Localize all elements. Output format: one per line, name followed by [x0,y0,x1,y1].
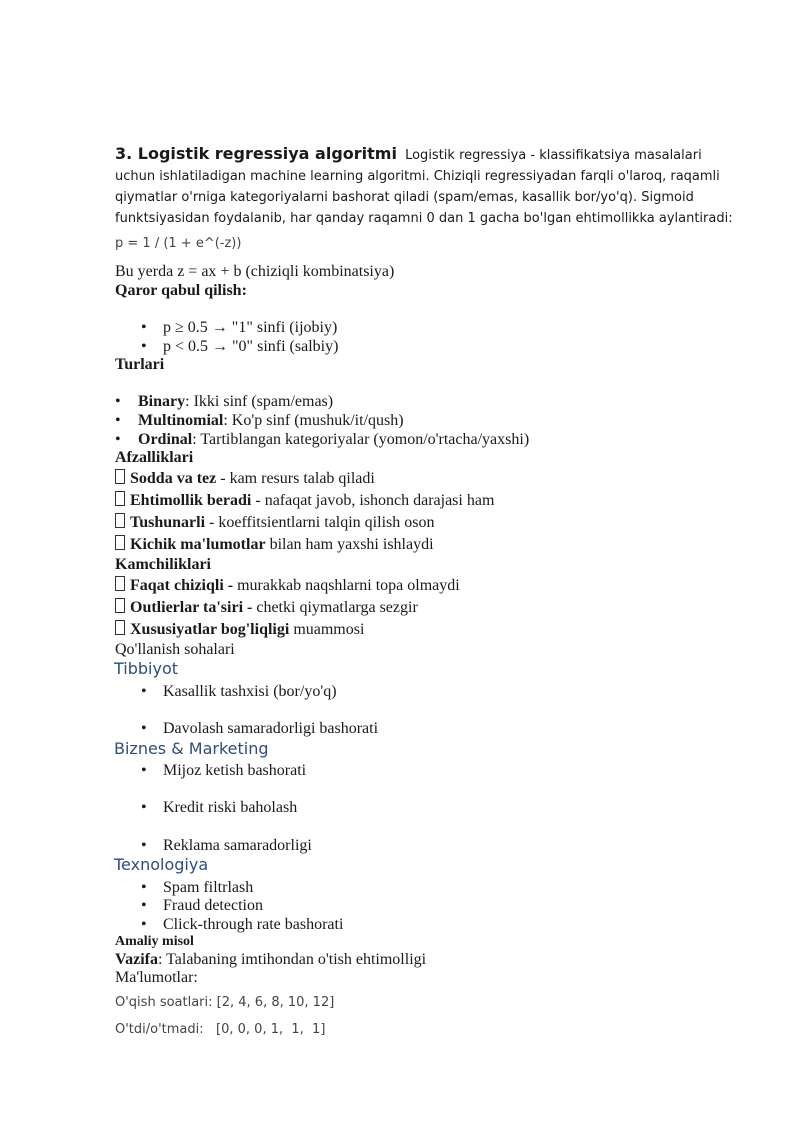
section-heading: 3. Logistik regressiya algoritmi [115,144,397,163]
advantage-item: Tushunarli - koeffitsientlarni talqin qilish oson [115,513,434,532]
missing-glyph-icon [115,620,125,635]
decision-title: Qaror qabul qilish: [115,282,247,299]
bullet-icon: • [141,683,147,700]
missing-glyph-icon [115,535,125,550]
bullet-icon: • [141,338,147,355]
advantage-item: Ehtimollik beradi - nafaqat javob, ishonch darajasi ham [115,491,494,510]
example-title: Amaliy misol [115,934,194,949]
applications-title: Qo'llanish sohalari [115,641,235,658]
bullet-icon: • [141,799,147,816]
bullet-icon: • [141,837,147,854]
disadvantages-title: Kamchiliklari [115,556,211,573]
formula-note: Bu yerda z = ax + b (chiziqli kombinatsiya) [115,263,395,280]
advantage-item: Sodda va tez - kam resurs talab qiladi [115,469,375,488]
advantages-title: Afzalliklari [115,449,194,466]
missing-glyph-icon [115,513,125,528]
bullet-icon: • [141,897,147,914]
missing-glyph-icon [115,491,125,506]
bullet-icon: • [141,879,147,896]
group-heading-biznes: Biznes & Marketing [114,739,269,758]
disadvantage-item: Outlierlar ta'siri - chetki qiymatlarga sezgir [115,598,418,617]
bullet-icon: • [115,393,121,410]
bullet-icon: • [115,431,121,448]
bullet-icon: • [141,762,147,779]
advantage-item: Kichik ma'lumotlar bilan ham yaxshi ishlaydi [115,535,434,554]
bullet-icon: • [141,720,147,737]
types-title: Turlari [115,356,165,373]
sigmoid-formula: p = 1 / (1 + e^(-z)) [115,236,242,251]
missing-glyph-icon [115,469,125,484]
disadvantage-item: Faqat chiziqli - murakkab naqshlarni topa olmaydi [115,576,460,595]
passed-data: O'tdi/o'tmadi: [0, 0, 0, 1, 1, 1] [115,1022,326,1037]
intro-text: Logistik regressiya - klassifikatsiya masalalari uchun ishlatiladigan machine learning algoritmi. Chiziqli regressiyadan farqli o'laroq, raqamli qiymatlar o'rniga kategoriyalarni bashorat qiladi (spam/emas, kasallik bor/yo'q). Sigmoid funktsiyasidan foydalanib, har qanday raqamni 0 dan 1 gacha bo'lgan ehtimollikka aylantiradi: [115,148,733,226]
bullet-icon: • [141,916,147,933]
intro-paragraph [115,143,740,229]
disadvantage-item: Xususiyatlar bog'liqligi muammosi [115,620,364,639]
example-data-label: Ma'lumotlar: [115,969,198,986]
missing-glyph-icon [115,576,125,591]
bullet-icon: • [141,319,147,336]
example-task: Vazifa: Talabaning imtihondan o'tish ehtimolligi [115,951,427,968]
hours-data: O'qish soatlari: [2, 4, 6, 8, 10, 12] [115,995,335,1010]
group-heading-tibbiyot: Tibbiyot [114,659,179,678]
document-page: 3. Logistik regressiya algoritmi Logistik regressiya - klassifikatsiya masalalari uchun ishlatiladigan machine learning algoritmi. Chiziqli regressiyadan farqli o'laroq, raqamli qiymatlar o'rniga kategoriyalarni bashorat qiladi (spam/emas, kasallik bor/yo'q). Sigmoid funktsiyasidan foydalanib, har qanday raqamni 0 dan 1 gacha bo'lgan ehtimollikka aylantiradi: p = 1 / (1 + e^(-z)) Bu yerda z = ax + b (chiziqli kombinatsiya) Qaror qabul qilish: • p ≥ 0.5 → "1" sinfi (ijobiy) • p < 0.5 → "0" sinfi (salbiy) Turlari • Binary: Ikki sinf (spam/emas) • Multinomial: Ko'p sinf (mushuk/it/qush) • Ordinal: Tartiblangan kategoriyalar (yomon/o'rtacha/yaxshi) Afzalliklari Sodda va tez - kam resurs talab qiladi Ehtimollik beradi - nafaqat javob, ishonch darajasi ham Tushunarli - koeffitsientlarni talqin qilish oson Kichik ma'lumotlar bilan ham yaxshi ishlaydi Kamchiliklari Faqat chiziqli - murakkab naqshlarni topa olmaydi Outlierlar ta'siri - chetki qiymatlarga sezgir Xususiyatlar bog'liqligi muammosi Qo'llanish sohalari Tibbiyot • Kasallik tashxisi (bor/yo'q) • Davolash samaradorligi bashorati Biznes & Marketing • Mijoz ketish bashorati • Kredit riski baholash • Reklama samaradorligi Texnologiya • Spam filtrlash • Fraud detection • Click-through rate bashorati Amaliy misol Vazifa: Talabaning imtihondan o'tish ehtimolligi Ma'lumotlar: O'qish soatlari: [2, 4, 6, 8, 10, 12] O'tdi/o'tmadi: [0, 0, 0, 1, 1, 1] [0,0,800,1131]
missing-glyph-icon [115,598,125,613]
group-heading-texnologiya: Texnologiya [114,855,209,874]
bullet-icon: • [115,412,121,429]
